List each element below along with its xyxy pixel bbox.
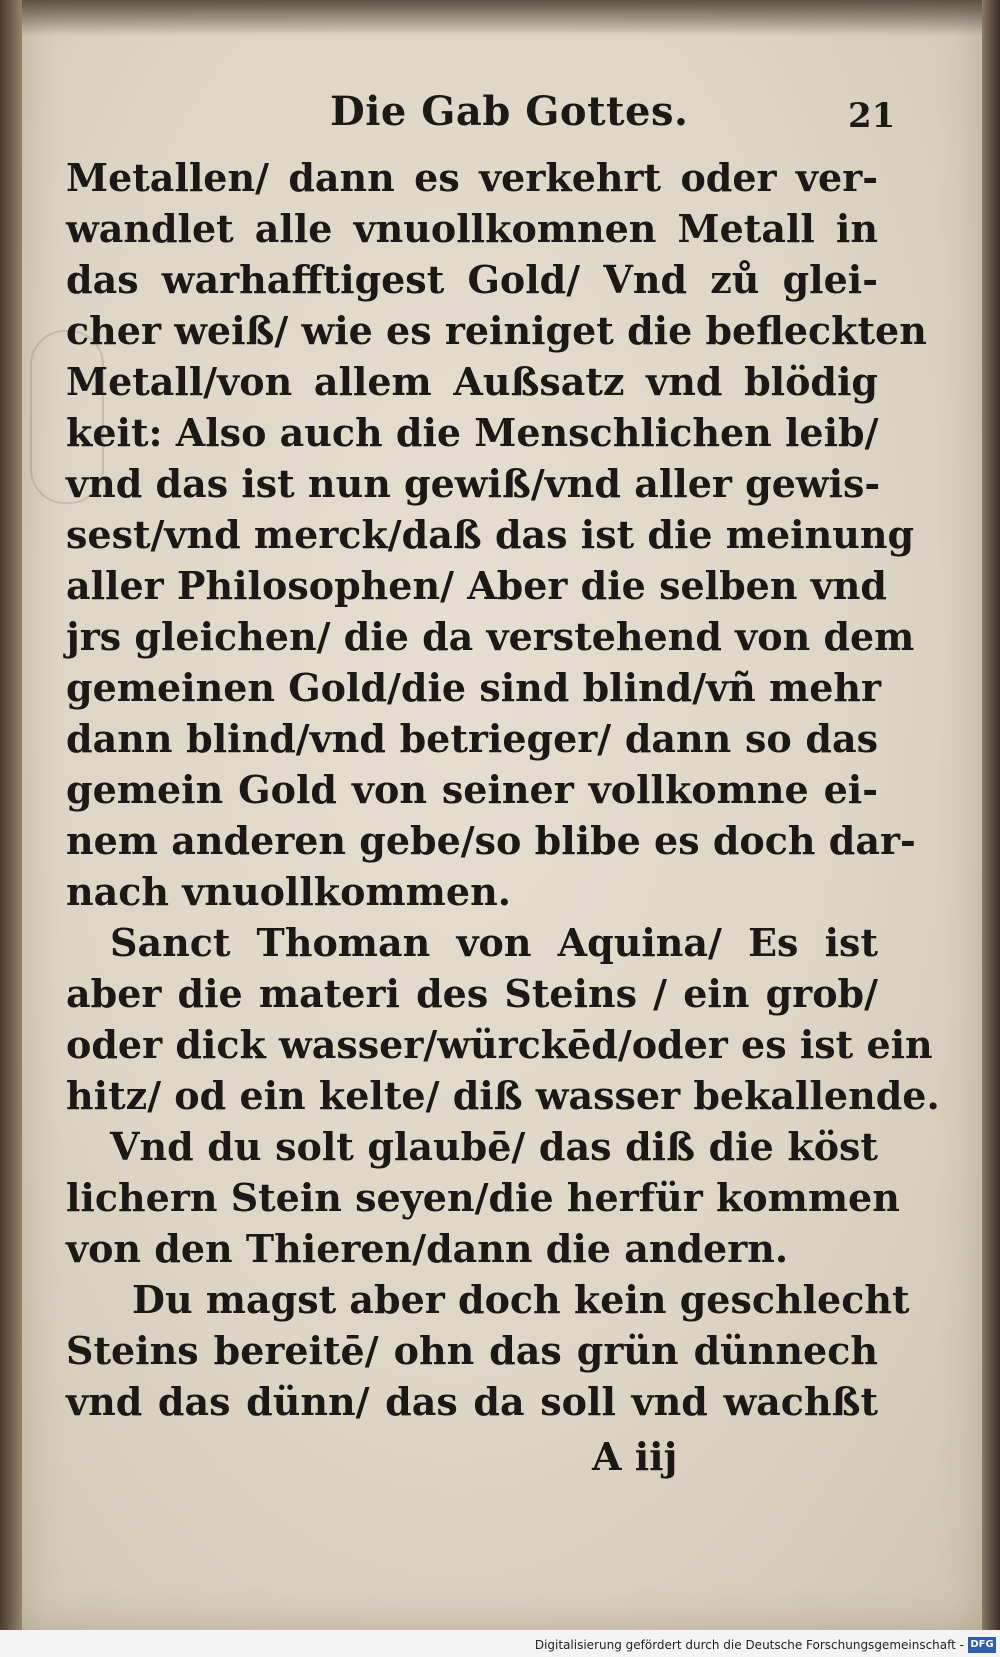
page-top-shadow	[22, 0, 982, 36]
text-line: Steins bereitē/ ohn das grün dünnech	[66, 1328, 878, 1373]
text-line: nem anderen gebe/so blibe es doch dar-	[66, 818, 916, 863]
text-line: sest/vnd merck/daß das ist die meinung	[66, 512, 915, 557]
text-line: jrs gleichen/ die da verstehend von dem	[66, 614, 915, 659]
text-line: vnd das ist nun gewiß/vnd aller gewis-	[66, 461, 881, 506]
running-head: Die Gab Gottes.	[330, 88, 689, 135]
text-line: gemein Gold von seiner vollkomne ei-	[66, 767, 878, 812]
signature-mark: A iij	[592, 1434, 678, 1479]
text-line: lichern Stein seyen/die herfür kommen	[66, 1175, 900, 1220]
text-line: Du magst aber doch kein geschlecht	[132, 1277, 910, 1322]
text-line: gemeinen Gold/die sind blind/vñ mehr	[66, 665, 882, 710]
text-line: Sanct Thoman von Aquina/ Es ist	[110, 920, 878, 965]
text-line: hitz/ od ein kelte/ diß wasser bekallende.	[66, 1073, 940, 1118]
footer-credit: Digitalisierung gefördert durch die Deutsche Forschungsgemeinschaft -	[534, 1638, 964, 1652]
page-number: 21	[848, 96, 896, 136]
text-line: cher weiß/ wie es reiniget die befleckten	[66, 308, 927, 353]
text-line: keit: Also auch die Menschlichen leib/	[66, 410, 879, 455]
text-line: aller Philosophen/ Aber die selben vnd	[66, 563, 887, 608]
text-line: dann blind/vnd betrieger/ dann so das	[66, 716, 878, 761]
text-line: aber die materi des Steins / ein grob/	[66, 971, 878, 1016]
text-line: vnd das dünn/ das da soll vnd wachßt	[66, 1379, 878, 1424]
text-line: das warhafftigest Gold/ Vnd zů glei-	[66, 257, 878, 302]
text-line: Metall/von allem Außsatz vnd blödig	[66, 359, 878, 404]
body-text	[66, 152, 940, 1427]
text-line: von den Thieren/dann die andern.	[66, 1226, 789, 1271]
dfg-logo-icon[interactable]: DFG	[968, 1637, 996, 1653]
footer-bar	[0, 1630, 1000, 1657]
text-line: Vnd du solt glaubē/ das diß die köst	[110, 1124, 878, 1169]
text-line: Metallen/ dann es verkehrt oder ver-	[66, 155, 878, 200]
text-line: wandlet alle vnuollkomnen Metall in	[66, 206, 878, 251]
text-line: nach vnuollkommen.	[66, 869, 511, 914]
text-line: oder dick wasser/würckēd/oder es ist ein	[66, 1022, 933, 1067]
